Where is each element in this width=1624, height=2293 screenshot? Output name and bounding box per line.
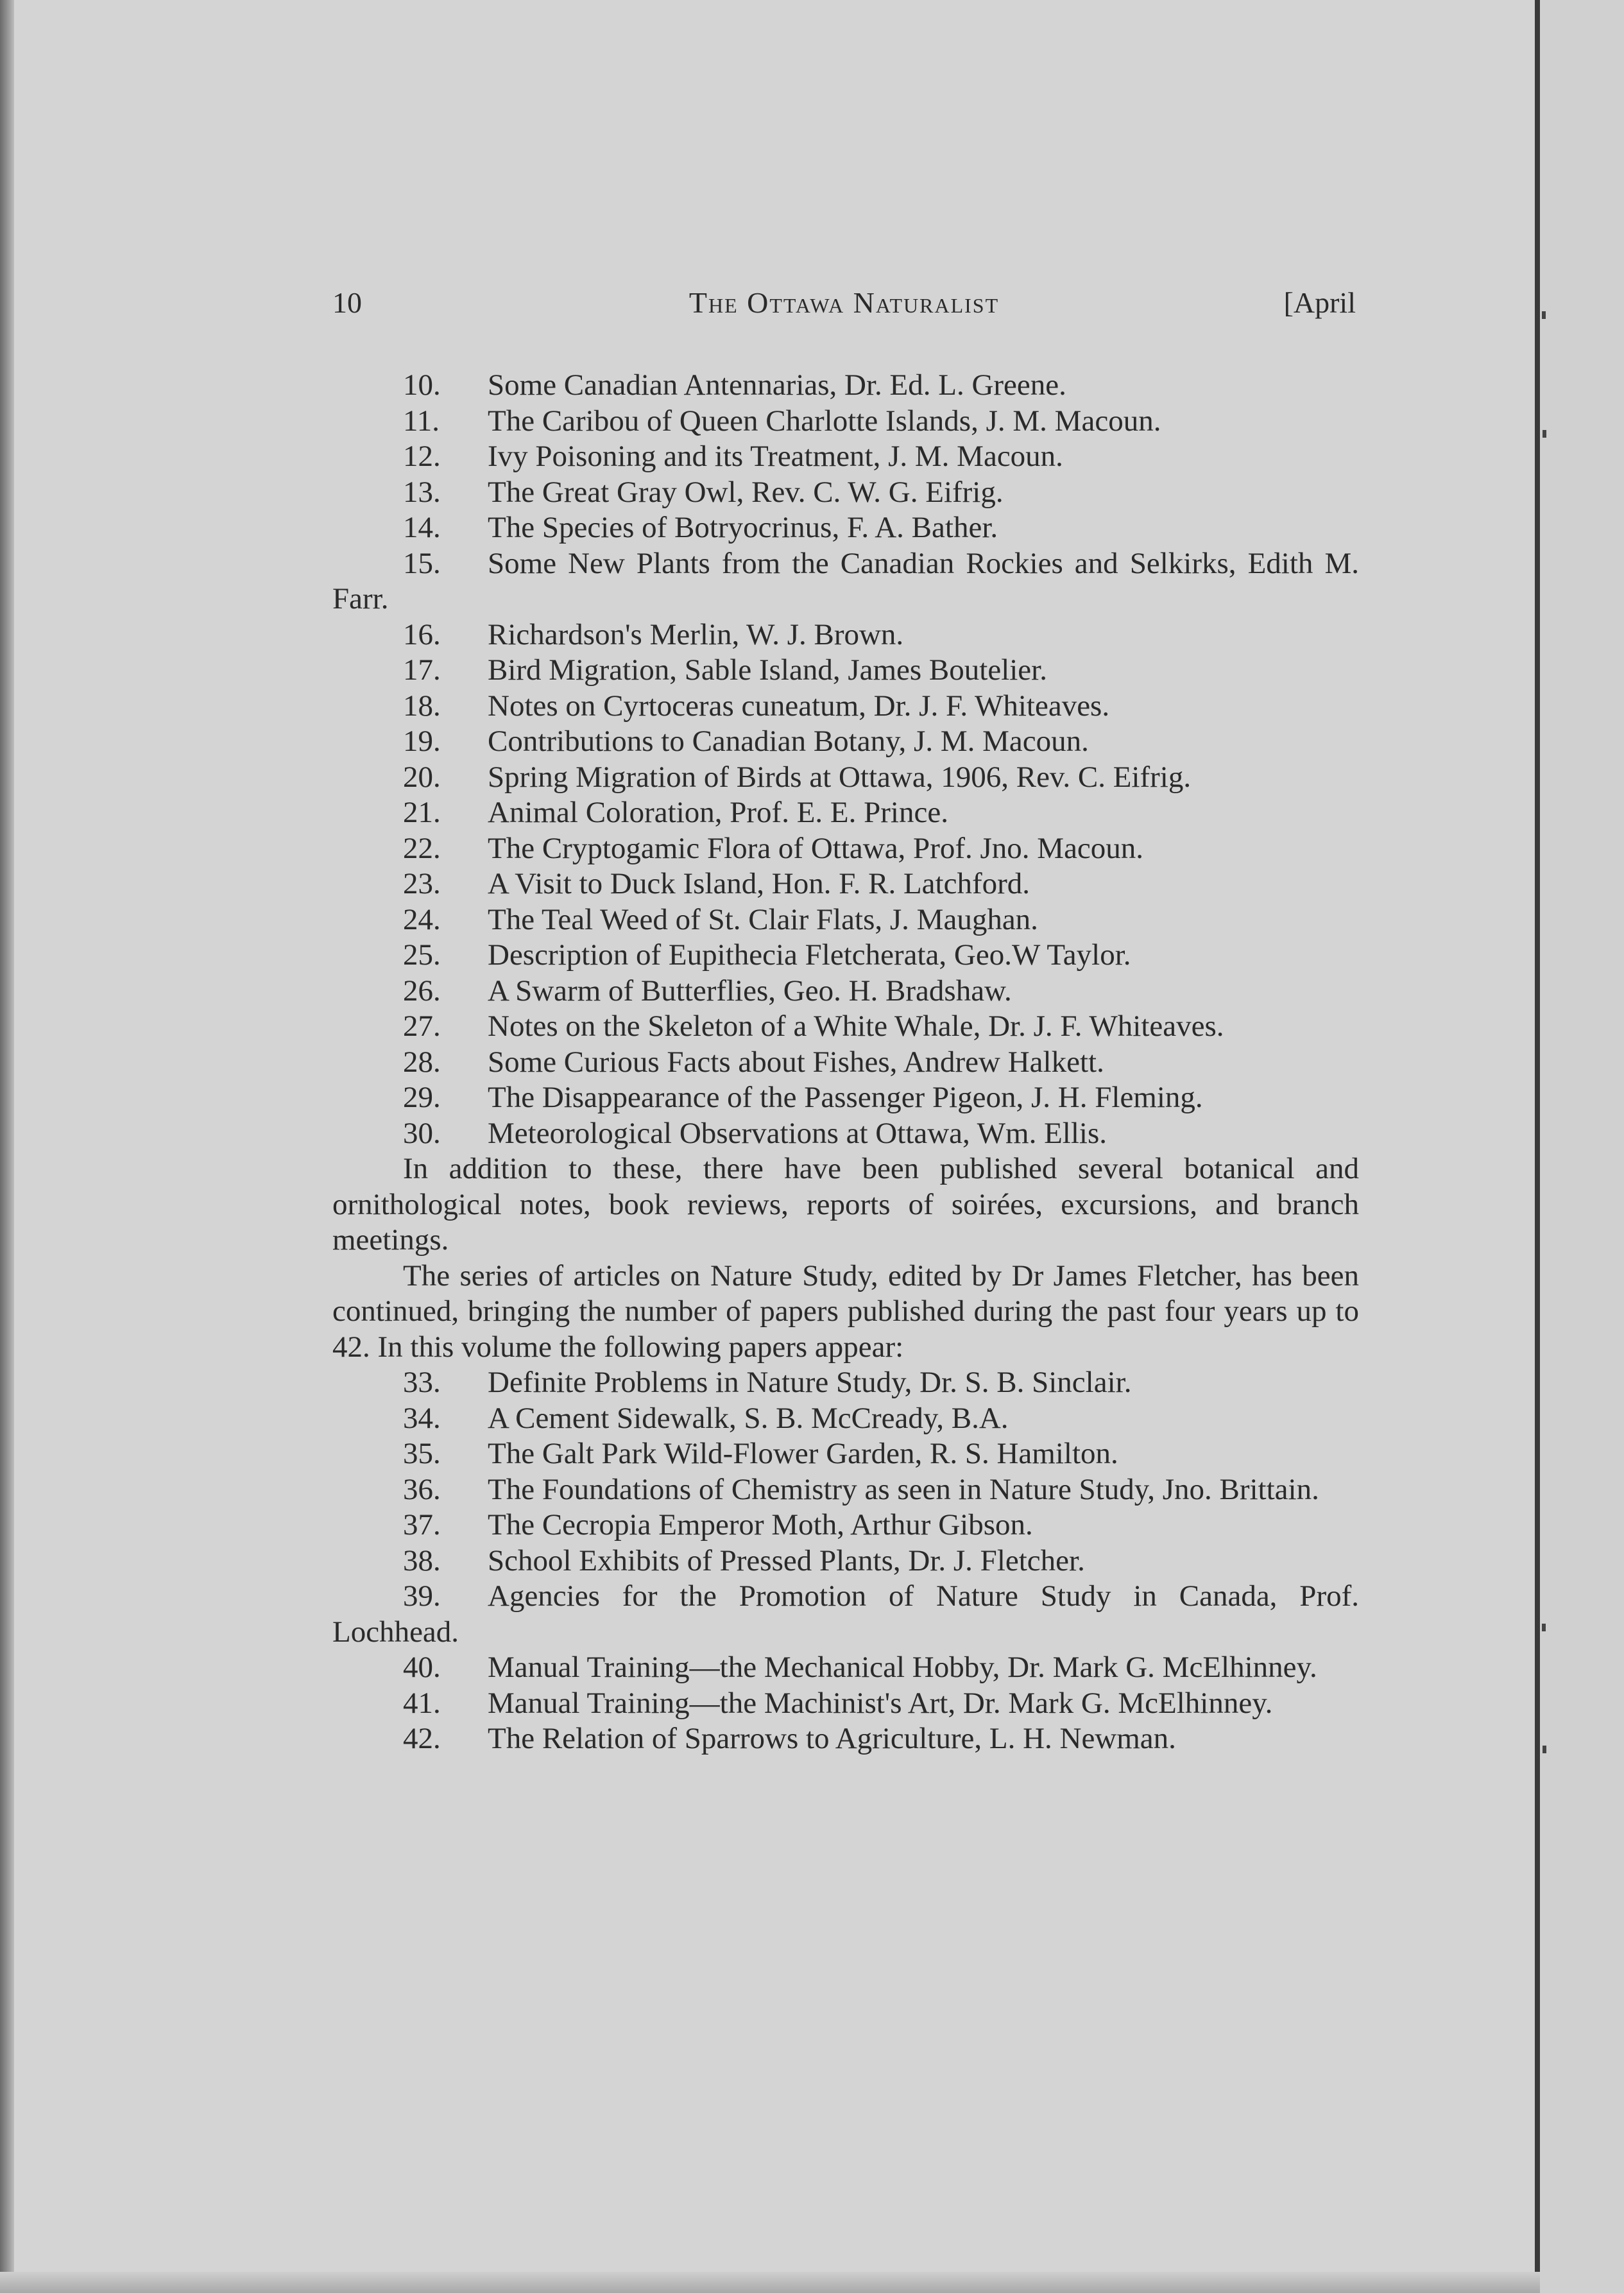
item-number: 18.: [403, 689, 441, 723]
item-number: 22.: [403, 831, 441, 865]
item-number: 23.: [403, 867, 441, 900]
list-item: [332, 368, 1359, 404]
paragraph-nature-study: The series of articles on Nature Study, edited by Dr James Fletcher, has been continued, bringing the number of papers published during the past four years up to 42. In this volume the following papers appear:: [332, 1258, 1359, 1364]
list-item: [332, 653, 1359, 689]
item-number: 39.: [403, 1579, 441, 1613]
item-number: 17.: [403, 653, 441, 687]
item-number: 42.: [403, 1722, 441, 1755]
item-number: 13.: [403, 475, 441, 509]
list-item: [332, 974, 1359, 1009]
item-text: The Great Gray Owl, Rev. C. W. G. Eifrig.: [488, 475, 1004, 509]
item-number: 12.: [403, 440, 441, 473]
list-item: [332, 1721, 1359, 1757]
item-text: The Foundations of Chemistry as seen in Nature Study, Jno. Brittain.: [488, 1472, 1319, 1506]
scan-margin: [1540, 0, 1624, 2293]
item-text: Notes on Cyrtoceras cuneatum, Dr. J. F. Whiteaves.: [488, 689, 1110, 723]
scan-speck: [1543, 1746, 1546, 1753]
item-number: 29.: [403, 1081, 441, 1114]
item-text: A Swarm of Butterflies, Geo. H. Bradshaw.: [488, 974, 1012, 1008]
issue-month: [April: [1283, 286, 1356, 319]
item-text: School Exhibits of Pressed Plants, Dr. J. Fletcher.: [488, 1543, 1085, 1577]
item-text: Animal Coloration, Prof. E. E. Prince.: [488, 796, 948, 829]
item-number: 37.: [403, 1508, 441, 1542]
item-number: 28.: [403, 1045, 441, 1079]
item-number: 15.: [403, 546, 441, 580]
page-left-shadow: [0, 0, 14, 2293]
item-number: 38.: [403, 1543, 441, 1577]
article-list-nature-study: [332, 1365, 1359, 1757]
scan-speck: [1543, 430, 1546, 438]
list-item: [332, 475, 1359, 511]
item-number: 10.: [403, 368, 441, 402]
list-item: [332, 1009, 1359, 1045]
scan-speck: [1542, 311, 1546, 319]
item-number: 21.: [403, 796, 441, 829]
item-text: Notes on the Skeleton of a White Whale, Dr. J. F. Whiteaves.: [488, 1009, 1224, 1043]
item-text: Some Curious Facts about Fishes, Andrew Halkett.: [488, 1045, 1104, 1079]
list-item: [332, 1686, 1359, 1722]
item-number: 16.: [403, 617, 441, 651]
paragraph-additional: In addition to these, there have been published several botanical and ornithological notes, book reviews, reports of soirées, excursions, and branch meetings.: [332, 1152, 1359, 1257]
list-item: [332, 866, 1359, 902]
article-list-main: [332, 368, 1359, 1151]
list-item: [332, 404, 1359, 440]
list-item: [332, 724, 1359, 760]
running-header: [332, 286, 1356, 331]
item-text: The Cecropia Emperor Moth, Arthur Gibson.: [488, 1508, 1033, 1542]
list-item: [332, 617, 1359, 653]
item-number: 14.: [403, 511, 441, 544]
item-text: Spring Migration of Birds at Ottawa, 1906, Rev. C. Eifrig.: [488, 760, 1192, 794]
list-item: [332, 1080, 1359, 1116]
item-text: The Caribou of Queen Charlotte Islands, J. M. Macoun.: [488, 404, 1161, 438]
page-bottom-shadow: [0, 2272, 1540, 2293]
item-text: The Relation of Sparrows to Agriculture, L. H. Newman.: [488, 1722, 1176, 1755]
item-number: 30.: [403, 1116, 441, 1150]
article-list: [332, 368, 1359, 1757]
list-item: [332, 1579, 1359, 1650]
list-item: [332, 1543, 1359, 1579]
item-text: Ivy Poisoning and its Treatment, J. M. Macoun.: [488, 440, 1063, 473]
list-item: [332, 760, 1359, 796]
item-text: The Galt Park Wild-Flower Garden, R. S. Hamilton.: [488, 1437, 1118, 1470]
item-text: The Teal Weed of St. Clair Flats, J. Maughan.: [488, 902, 1038, 936]
list-item: [332, 1472, 1359, 1508]
list-item: [332, 1116, 1359, 1152]
list-item: [332, 1507, 1359, 1543]
list-item: [332, 1650, 1359, 1686]
item-number: 25.: [403, 938, 441, 972]
item-text: A Cement Sidewalk, S. B. McCready, B.A.: [488, 1401, 1009, 1435]
item-text: Contributions to Canadian Botany, J. M. Macoun.: [488, 725, 1089, 758]
list-item: [332, 831, 1359, 867]
item-text: Agencies for the Promotion of Nature Study in Canada, Prof. Lochhead.: [332, 1579, 1359, 1649]
item-number: 20.: [403, 760, 441, 794]
item-text: Manual Training—the Machinist's Art, Dr. Mark G. McElhinney.: [488, 1686, 1273, 1720]
item-text: Definite Problems in Nature Study, Dr. S. B. Sinclair.: [488, 1366, 1132, 1399]
item-number: 41.: [403, 1686, 441, 1720]
list-item: [332, 439, 1359, 475]
item-text: Meteorological Observations at Ottawa, Wm. Ellis.: [488, 1116, 1107, 1150]
item-number: 33.: [403, 1366, 441, 1399]
item-number: 40.: [403, 1651, 441, 1684]
item-text: The Species of Botryocrinus, F. A. Bather.: [488, 511, 998, 544]
item-text: Manual Training—the Mechanical Hobby, Dr. Mark G. McElhinney.: [488, 1651, 1317, 1684]
item-number: 24.: [403, 902, 441, 936]
list-item: [332, 1401, 1359, 1437]
item-number: 34.: [403, 1401, 441, 1435]
item-text: The Disappearance of the Passenger Pigeon, J. H. Fleming.: [488, 1081, 1203, 1114]
item-text: A Visit to Duck Island, Hon. F. R. Latchford.: [488, 867, 1030, 900]
list-item: [332, 1436, 1359, 1472]
item-number: 35.: [403, 1437, 441, 1470]
list-item: [332, 795, 1359, 831]
item-number: 27.: [403, 1009, 441, 1043]
item-text: Description of Eupithecia Fletcherata, Geo.W Taylor.: [488, 938, 1131, 972]
item-text: Bird Migration, Sable Island, James Boutelier.: [488, 653, 1047, 687]
page-number: 10: [332, 286, 362, 319]
list-item: [332, 689, 1359, 725]
item-text: The Cryptogamic Flora of Ottawa, Prof. Jno. Macoun.: [488, 831, 1144, 865]
item-number: 26.: [403, 974, 441, 1008]
scan-speck: [1542, 1624, 1546, 1631]
journal-title: The Ottawa Naturalist: [688, 286, 1000, 319]
item-number: 36.: [403, 1472, 441, 1506]
item-number: 11.: [403, 404, 440, 438]
list-item: [332, 1365, 1359, 1401]
list-item: [332, 1045, 1359, 1081]
item-text: Some Canadian Antennarias, Dr. Ed. L. Greene.: [488, 368, 1066, 402]
list-item: [332, 510, 1359, 546]
list-item: [332, 938, 1359, 974]
list-item: [332, 546, 1359, 617]
item-text: Some New Plants from the Canadian Rockies and Selkirks, Edith M. Farr.: [332, 546, 1359, 615]
list-item: [332, 902, 1359, 938]
item-text: Richardson's Merlin, W. J. Brown.: [488, 617, 904, 651]
item-number: 19.: [403, 725, 441, 758]
page-right-edge: [1535, 0, 1540, 2293]
